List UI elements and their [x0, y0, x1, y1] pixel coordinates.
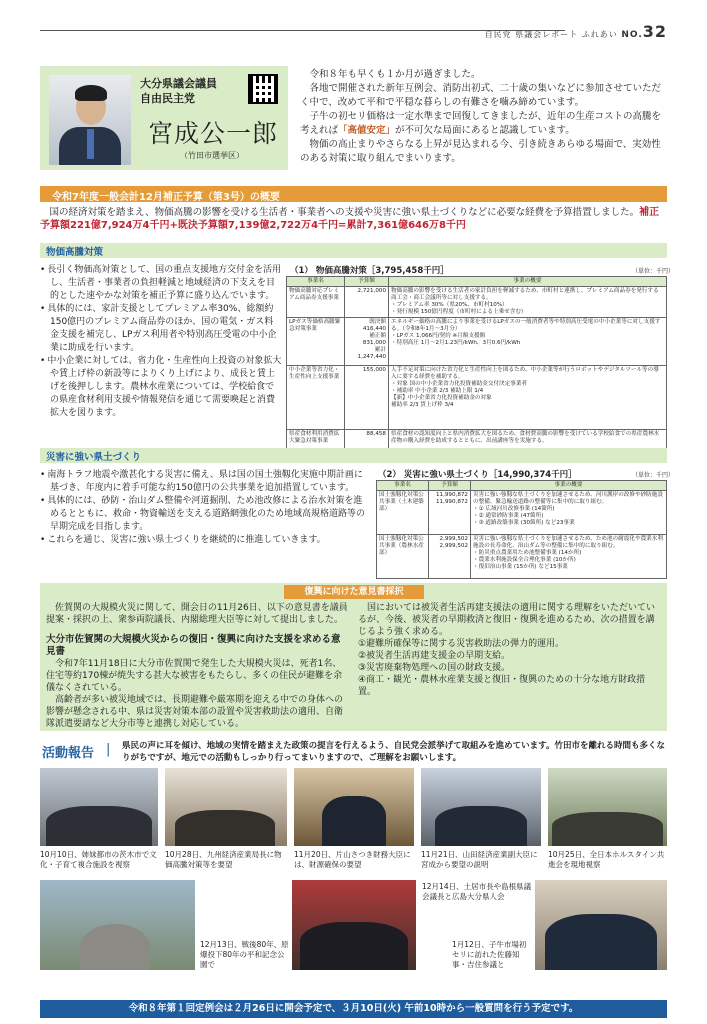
list-item: • 具体的には、家計支援としてプレミアム率30%、総額約150億円のプレミアム商品券のほか、国の電気・ガス料金支援を補完し、LPガス利用者や特別高圧受電の中小企業に助成を行います。	[40, 303, 282, 355]
activity-photo	[421, 768, 541, 846]
col-header: 予算額	[345, 277, 389, 287]
inflation-table-title: （1） 物価高騰対策［3,795,458千円］	[290, 266, 449, 276]
photo-caption: 12月14日、土居市長や島根県議会議長と広島大分県人会	[422, 882, 532, 901]
col-header: 事業の概要	[471, 481, 667, 491]
portrait-photo	[49, 75, 131, 165]
header-no: NO.	[621, 30, 643, 40]
col-header: 事業名	[287, 277, 345, 287]
footer-notice: 令和８年第１回定例会は２月26日に開会予定で、３月10日(火) 午前10時から一般質問を行う予定です。	[40, 1000, 667, 1018]
profile-card	[40, 66, 288, 170]
issue-number: 32	[642, 22, 667, 41]
greeting-p3: 子牛の初セリ価格は一定水準まで回復してきましたが、近年の生産コストの高騰を考えれば「高値安定」が不可欠な局面にあると認識しています。	[300, 111, 662, 136]
inflation-table	[286, 276, 667, 452]
header	[485, 22, 667, 41]
table-row: LPガス等価格高騰緊急対策事業 既決額416,440 補正額 831,000 累計 1,247,440 エネルギー価格の高騰により事業を受けるLPガスの一般消費者等や特別高圧受電の中小企業等に対し支援する。（令和8年1月〜3月分） ・LPガス 1,066円/契約 ※月額支援額 ・特別高圧 1月〜2月1.23円/kWh、3月0.6円/kWh	[287, 318, 667, 366]
opinion-title: 復興に向けた意見書採択	[284, 585, 424, 599]
budget-lead: 国の経済対策を踏まえ、物価高騰の影響を受ける生活者・事業者への支援や災害に強い県土づくりなどに必要な経費を予算措置しました。補正予算額221億7,924万4千円+既決予算額7,139億2,722万4千円=累計7,361億646万8千円	[40, 207, 660, 231]
disaster-table-unit: （単位：千円）	[632, 472, 675, 479]
activity-photo	[292, 880, 416, 970]
list-item: • 具体的には、砂防・治山ダム整備や河道掘削、ため池改修による治水対策を進めるとともに、救命・物資輸送を支える道路網強化のため地域高規格道路等の早期完成を目指します。	[40, 495, 370, 534]
list-item: • 中小企業に対しては、省力化・生産性向上投資の対象拡大や賃上げ枠の新設等によりくり上げにより、成長と賃上げを後押しします。農林水産業については、学校給食での県産食材利用支援や情報発信を通じて需要喚起と消費拡大を図ります。	[40, 355, 282, 420]
list-item: • 南海トラフ地震や激甚化する災害に備え、県は国の国土強靱化実施中期計画に基づき、年度内に着手可能な約150億円の公共事業を追加措置しています。	[40, 469, 370, 495]
budget-total: 補正予算額221億7,924万4千円+既決予算額7,139億2,722万4千円=累計7,361億646万8千円	[40, 207, 660, 231]
opinion-heading: 大分市佐賀関の大規模火災からの復旧・復興に向けた支援を求める意見書	[46, 634, 341, 657]
table-row: 県産食材利用消費拡大緊急対策事業 88,458 県産食材の認知度向上と県内消費拡大を図るため、食材費高騰の影響を受けている学校給食での県産農林水産物の購入経費を助成するとともに、出前講座等を実施する。	[287, 430, 667, 452]
greeting-text	[300, 68, 670, 166]
photo-caption: 10月25日、全日本ホルスタイン共進会を現地視察	[548, 850, 665, 869]
qr-code-icon[interactable]	[248, 74, 278, 104]
budget-band: 令和7年度一般会計12月補正予算（第3号）の概要	[40, 186, 667, 202]
activity-photo	[165, 768, 287, 846]
opinion-list	[358, 638, 662, 698]
inflation-bullets	[40, 264, 282, 420]
list-item: ④商工・観光・農林水産業支援と復旧・復興のための十分な地方財政措置。	[358, 675, 646, 697]
activity-photo	[40, 880, 195, 970]
greeting-p4: 物価の高止まりやさらなる上昇が見込まれる今、引き続きあらゆる場面で、実効性のある対策に取り組んでまいります。	[300, 139, 661, 164]
activity-photo	[294, 768, 414, 846]
disaster-table-title: （2） 災害に強い県土づくり［14,990,374千円］	[378, 470, 577, 480]
opinion-left	[46, 602, 348, 730]
opinion-right	[358, 602, 662, 698]
opinion-p2: 令和7年11月18日に大分市佐賀関で発生した大規模火災は、死者1名、住宅等約170棟が焼失する甚大な被害をもたらし、多くの住民が避難を余儀なくされている。	[46, 659, 343, 693]
activity-label: 活動報告	[42, 746, 95, 761]
profile-role	[140, 76, 217, 106]
opinion-p4: 国においては被災者生活再建支援法の適用に関する理解をいただいているが、今後、被災者の早期救済と復旧・復興を進めるため、次の措置を講じるよう強く求める。	[358, 603, 656, 637]
col-header: 予算額	[429, 481, 471, 491]
list-item: ①避難所確保等に関する災害救助法の弾力的運用。	[358, 639, 565, 649]
activity-photo	[548, 768, 667, 846]
greeting-p1: 令和８年も早くも１か月が過ぎました。	[309, 69, 481, 80]
photo-caption: 10月10日、姉妹都市の茨木市で文化・子育て複合施設を視察	[40, 850, 157, 869]
inflation-table-unit: （単位：千円）	[632, 268, 675, 275]
table-row: 国土強靱化対策公共事業（農林水産部） 2,999,502 2,999,502 災害に強い強靱な県土づくりを加速させるため、ため池の耐震化や農業水利施設の長寿命化、治山ダム等の整備に集中的に取り組む。 ・防災重点農業用ため池整備事業 (14か所) ・農業水利施設保全合理化事業 (10か所) ・復旧治山事業 (15か所) など15事業	[377, 535, 667, 579]
list-item: ③災害廃棄物処理への国の財政支援。	[358, 663, 511, 673]
table-row: 中小企業等省力化・生産性向上支援事業 155,000 人手不足対策に向けた省力化と生産性向上を図るため、中小企業等が行うロボットやデジタルツール等の導入に要する経費を補助する。 ・対象 国の中小企業省力化投資補助金交付決定事業者 ・補助率 中小企業 2/3 補助上限 1/4 【新】中小企業省力化投資補助金の対象 補助率 2/3 賃上げ枠 3/4	[287, 366, 667, 430]
col-header: 事業の概要	[389, 277, 667, 287]
activity-text: 県民の声に耳を傾け、地域の実情を踏まえた政策の提言を行えるよう、自民党会派挙げて取組みを進めています。竹田市を離れる時間も多くなりがちですが、地元での活動もしっかり行ってまいりますので、ご理解をお願いします。	[122, 741, 665, 763]
list-item: ②被災者生活再建支援金の早期支給。	[358, 651, 511, 661]
header-title: 自民党 県議会レポート ふれあい	[484, 30, 618, 39]
table-row: 物価高騰対応プレミアム商品券支援事業 2,721,000 物価高騰の影響を受ける生活者の家計負担を軽減するため、市町村と連携し、プレミアム商品券を発行する商工会・商工会議所等に対し支援する。 ・プレミアム率 30%（県20%、市町村10%） ・発行規模 150億円程度（市町村による上乗せ含む）	[287, 287, 667, 318]
party-name: 自由民主党	[140, 92, 195, 105]
photo-caption: 11月21日、山田経済産業副大臣に宮成から要望の説明	[421, 850, 538, 869]
list-item: • 長引く物価高対策として、国の重点支援地方交付金を活用し、生活者・事業者の負担軽減と地域経済の下支えを目的とした速やかな対策を補正予算に盛り込んでいます。	[40, 264, 282, 303]
disaster-bullets	[40, 469, 370, 547]
col-header: 事業名	[377, 481, 429, 491]
list-item: • これらを通じ、災害に強い県土づくりを継続的に推進していきます。	[40, 534, 370, 547]
photo-caption: 10月28日、九州経済産業局長に物価高騰対策等を要望	[165, 850, 282, 869]
district: （竹田市選挙区）	[180, 151, 244, 160]
table-row: 国土強靱化対策公共事業（土木建築部） 11,990,872 11,990,872 災害に強い強靱な県土づくりを加速させるため、河川護岸の改修や砂防施設の整備、緊急輸送道路の整備等に集中的に取り組む。 ・① 広域河川改修事業 (14箇所) ・② 通常砂防事業 (47箇所) ・③ 道路改築事業 (30箇所) など23事業	[377, 491, 667, 535]
disaster-table	[376, 480, 667, 579]
opinion-p3: 高齢者が多い被災地域では、長期避難や厳寒期を迎える中での身体への影響が懸念される中、県は災害対策本部の設置や災害救助法の適用、自衛隊派遣要請など大分市等と連携し対応している。	[46, 695, 344, 729]
greeting-p2: 各地で開催された新年互例会、消防出初式、二十歳の集いなどに参加させていただく中で、改めて平和で平穏な暮らしの有難さを噛み締めています。	[300, 83, 662, 108]
photo-caption: 11月20日、片山さつき財務大臣には、財源確保の要望	[294, 850, 411, 869]
photo-caption: 12月13日、戦後80年、原爆投下80年の平和記念公園で	[200, 940, 289, 969]
opinion-p1: 佐賀関の大規模火災に関して、開会日の11月26日、以下の意見書を議員提案・採択の上、衆参両院議長、内閣総理大臣等に対して提出しました。	[46, 603, 348, 625]
photo-caption: 1月12日、子牛市場初セリに訪れた佐藤知事・吉住参議と	[452, 940, 527, 969]
member-name: 宮成公一郎	[148, 119, 279, 148]
activity-photo	[535, 880, 667, 970]
role-title: 大分県議会議員	[140, 77, 217, 90]
activity-separator: |	[106, 742, 111, 757]
inflation-band: 物価高騰対策	[40, 243, 667, 258]
disaster-band: 災害に強い県土づくり	[40, 448, 667, 463]
activity-photo	[40, 768, 158, 846]
